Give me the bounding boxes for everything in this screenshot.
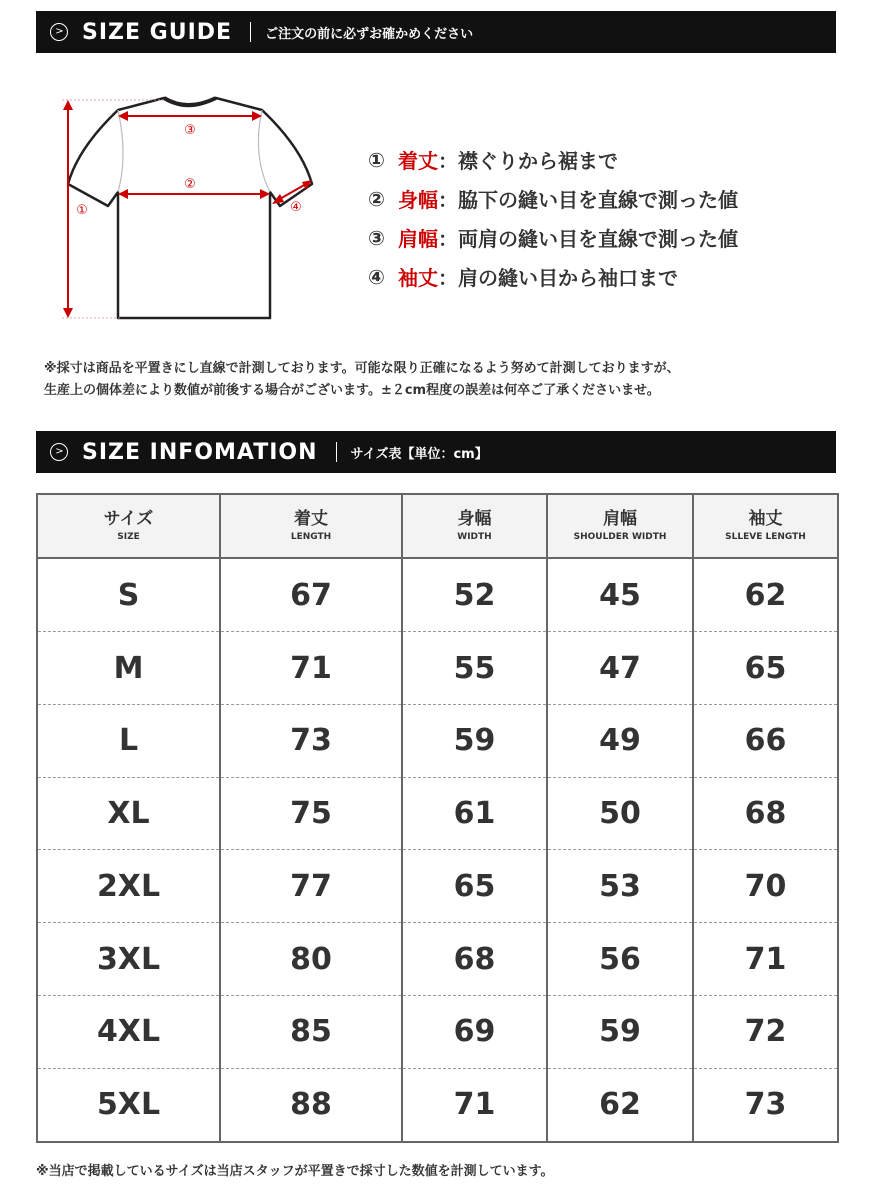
- cell-size: 5XL: [37, 1068, 220, 1142]
- cell-shoulder: 62: [547, 1068, 693, 1142]
- header-width: 身幅 WIDTH: [402, 494, 547, 558]
- header-size: サイズ SIZE: [37, 494, 220, 558]
- cell-length: 67: [220, 558, 402, 632]
- table-row: [37, 1068, 838, 1142]
- diagram-label-4: ④: [290, 200, 302, 215]
- cell-shoulder: 50: [547, 777, 693, 850]
- cell-width: 59: [402, 704, 547, 777]
- cell-length: 71: [220, 632, 402, 705]
- cell-shoulder: 45: [547, 558, 693, 632]
- cell-width: 65: [402, 850, 547, 923]
- measurement-legend: [368, 140, 738, 296]
- cell-sleeve: 62: [693, 558, 838, 632]
- table-row: [37, 995, 838, 1068]
- size-table: [36, 493, 839, 1143]
- table-row: [37, 923, 838, 996]
- tshirt-measurement-diagram: [40, 86, 340, 326]
- table-header-row: [37, 494, 838, 558]
- cell-length: 73: [220, 704, 402, 777]
- chevron-right-icon: >: [50, 443, 68, 461]
- table-row: [37, 850, 838, 923]
- measurement-note: [44, 358, 680, 402]
- cell-shoulder: 59: [547, 995, 693, 1068]
- chevron-right-icon: >: [50, 23, 68, 41]
- cell-shoulder: 47: [547, 632, 693, 705]
- header-divider: [336, 442, 337, 462]
- table-row: [37, 632, 838, 705]
- table-row: [37, 777, 838, 850]
- cell-width: 52: [402, 558, 547, 632]
- cell-sleeve: 68: [693, 777, 838, 850]
- cell-shoulder: 49: [547, 704, 693, 777]
- cell-width: 55: [402, 632, 547, 705]
- header-shoulder-width: 肩幅 SHOULDER WIDTH: [547, 494, 693, 558]
- cell-size: 2XL: [37, 850, 220, 923]
- cell-sleeve: 71: [693, 923, 838, 996]
- table-row: [37, 558, 838, 632]
- measurement-note-line1: ※採寸は商品を平置きにし直線で計測しております。可能な限り正確になるよう努めて計測しておりますが、: [44, 361, 680, 376]
- header-divider: [250, 22, 251, 42]
- cell-sleeve: 70: [693, 850, 838, 923]
- cell-size: L: [37, 704, 220, 777]
- tshirt-icon: [40, 86, 340, 326]
- cell-length: 88: [220, 1068, 402, 1142]
- cell-sleeve: 73: [693, 1068, 838, 1142]
- cell-size: S: [37, 558, 220, 632]
- cell-shoulder: 53: [547, 850, 693, 923]
- size-info-subtitle: サイズ表【単位：cm】: [350, 446, 488, 462]
- cell-width: 71: [402, 1068, 547, 1142]
- cell-shoulder: 56: [547, 923, 693, 996]
- cell-sleeve: 65: [693, 632, 838, 705]
- cell-length: 85: [220, 995, 402, 1068]
- cell-length: 75: [220, 777, 402, 850]
- size-info-title: SIZE INFOMATION: [82, 439, 318, 465]
- cell-size: XL: [37, 777, 220, 850]
- table-row: [37, 704, 838, 777]
- header-sleeve-length: 袖丈 SLLEVE LENGTH: [693, 494, 838, 558]
- legend-item-width: ② 身幅 ：脇下の縫い目を直線で測った値: [368, 186, 738, 212]
- cell-size: 3XL: [37, 923, 220, 996]
- cell-width: 68: [402, 923, 547, 996]
- legend-item-shoulder: ③ 肩幅 ：両肩の縫い目を直線で測った値: [368, 225, 738, 251]
- cell-size: 4XL: [37, 995, 220, 1068]
- diagram-label-2: ②: [184, 177, 196, 192]
- cell-sleeve: 72: [693, 995, 838, 1068]
- diagram-label-3: ③: [184, 123, 196, 138]
- diagram-label-1: ①: [76, 203, 88, 218]
- legend-item-sleeve: ④ 袖丈 ：肩の縫い目から袖口まで: [368, 264, 678, 290]
- cell-size: M: [37, 632, 220, 705]
- cell-length: 77: [220, 850, 402, 923]
- legend-item-length: ① 着丈 ：襟ぐりから裾まで: [368, 147, 618, 173]
- cell-sleeve: 66: [693, 704, 838, 777]
- header-length: 着丈 LENGTH: [220, 494, 402, 558]
- staff-measurement-note: ※当店で掲載しているサイズは当店スタッフが平置きで採寸した数値を計測しています。: [36, 1164, 554, 1179]
- cell-width: 61: [402, 777, 547, 850]
- cell-length: 80: [220, 923, 402, 996]
- measurement-note-line2: 生産上の個体差により数値が前後する場合がございます。±２cm程度の誤差は何卒ご了承くださいませ。: [44, 383, 660, 398]
- size-guide-subtitle: ご注文の前に必ずお確かめください: [265, 26, 474, 42]
- size-guide-header: [36, 11, 836, 53]
- cell-width: 69: [402, 995, 547, 1068]
- size-info-header: [36, 431, 836, 473]
- size-guide-title: SIZE GUIDE: [82, 19, 233, 45]
